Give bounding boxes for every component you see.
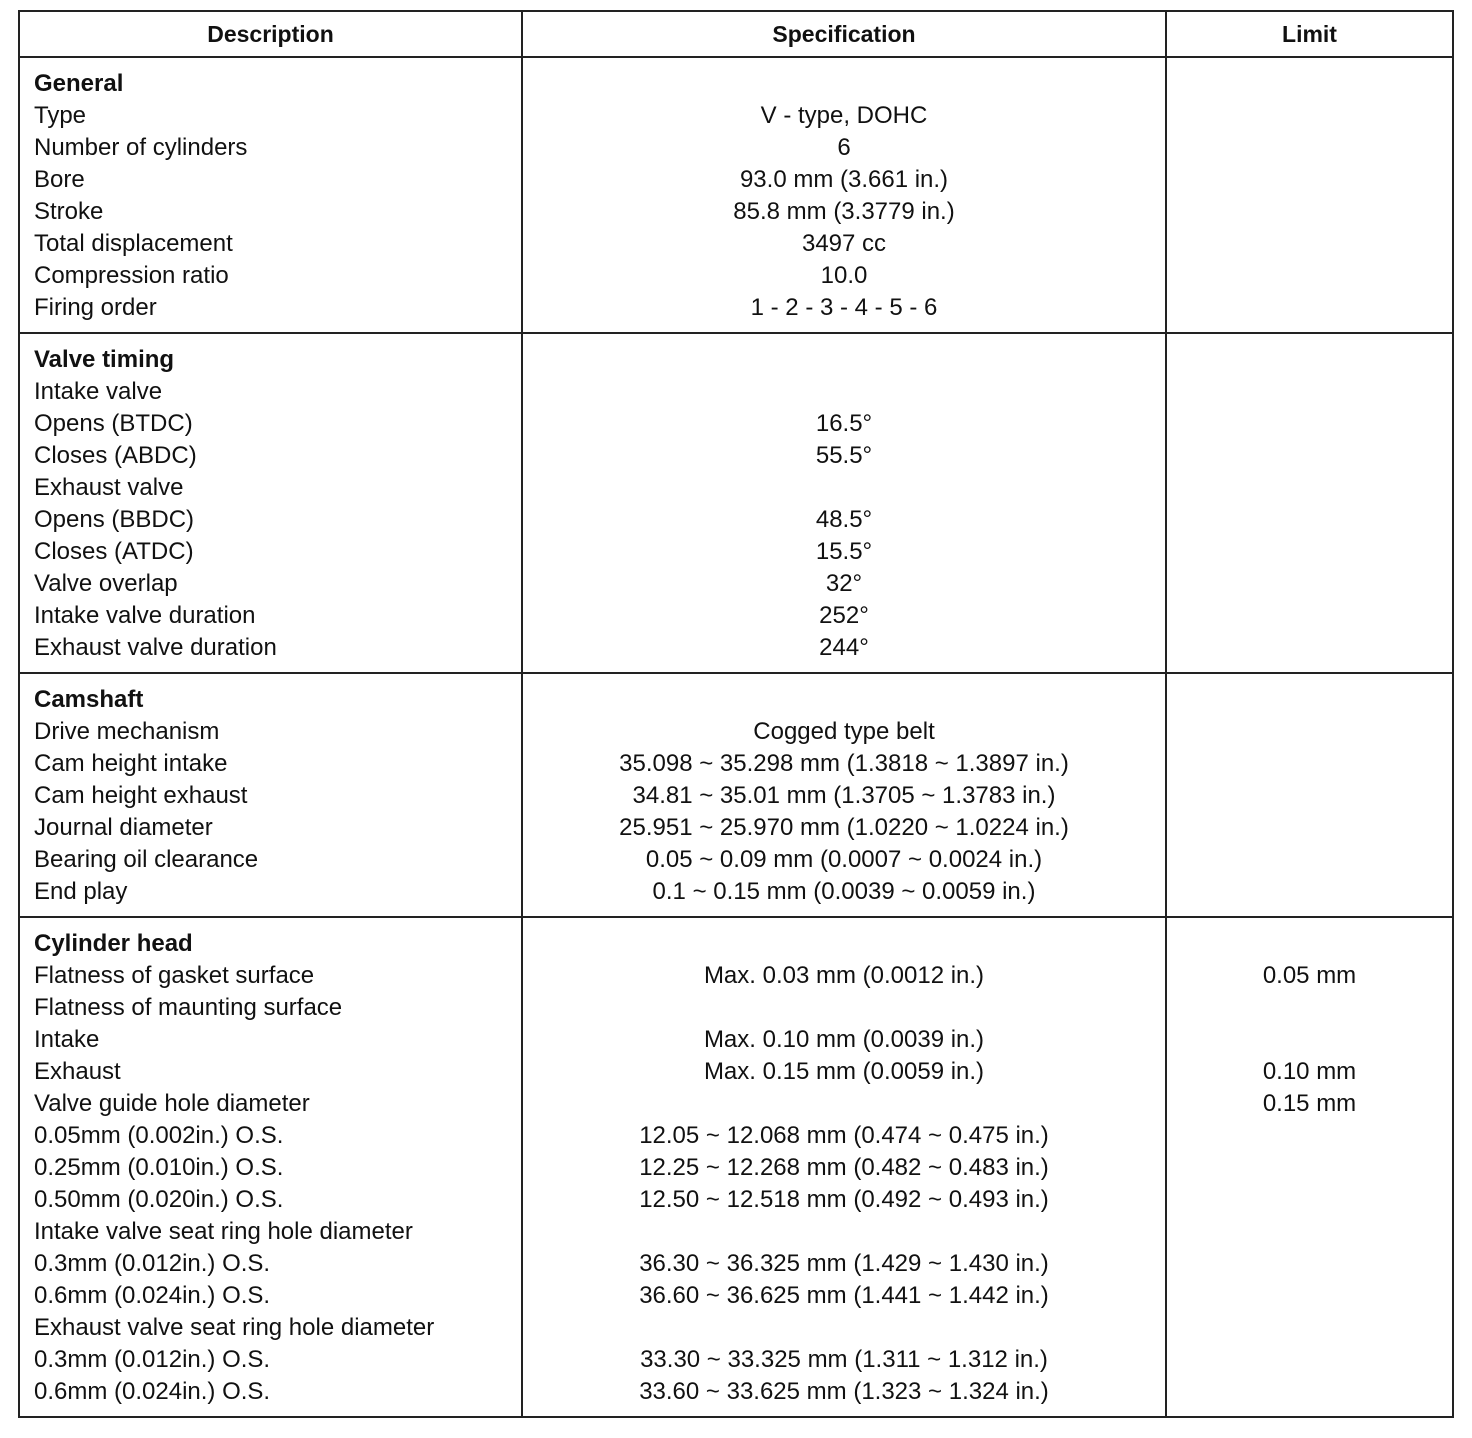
header-description: Description (19, 11, 522, 57)
spacer-line (1167, 684, 1452, 716)
row-spec: 15.5° (815, 538, 873, 565)
row-label: Bearing oil clearance (34, 846, 259, 873)
limit-cell (1166, 673, 1453, 917)
row-spec: 48.5° (815, 506, 873, 533)
row-spec: V - type, DOHC (760, 102, 928, 129)
row-label: Cam height exhaust (34, 782, 248, 809)
limit-cell (1166, 57, 1453, 333)
row-limit (1167, 992, 1452, 1024)
row-label: 0.6mm (0.024in.) O.S. (34, 1378, 271, 1405)
row-label: Opens (BBDC) (34, 506, 195, 533)
row-label: Exhaust valve seat ring hole diameter (34, 1314, 435, 1341)
row-limit (1167, 292, 1452, 324)
row-limit (1167, 132, 1452, 164)
row-spec: 55.5° (815, 442, 873, 469)
row-limit (1167, 440, 1452, 472)
row-limit: 0.10 mm (1262, 1058, 1357, 1085)
row-spec: Cogged type belt (753, 718, 935, 745)
spacer-line (523, 928, 1165, 960)
row-spec: 33.30 ~ 33.325 mm (1.311 ~ 1.312 in.) (640, 1346, 1048, 1373)
section-row (19, 673, 1453, 917)
row-label: Intake valve duration (34, 602, 256, 629)
row-spec: 93.0 mm (3.661 in.) (739, 166, 949, 193)
row-spec (523, 1312, 1165, 1344)
row-spec: 32° (825, 570, 863, 597)
row-limit (1167, 1184, 1452, 1216)
row-spec: 10.0 (820, 262, 868, 289)
row-label: Cam height intake (34, 750, 228, 777)
row-spec: Max. 0.15 mm (0.0059 in.) (703, 1058, 985, 1085)
spec-table (18, 10, 1454, 1418)
description-cell (19, 57, 522, 333)
row-label: 0.3mm (0.012in.) O.S. (34, 1346, 271, 1373)
row-limit (1167, 376, 1452, 408)
row-spec (523, 992, 1165, 1024)
row-label: Opens (BTDC) (34, 410, 193, 437)
row-spec: 12.25 ~ 12.268 mm (0.482 ~ 0.483 in.) (639, 1154, 1049, 1181)
row-label: Bore (34, 166, 85, 193)
row-spec: 0.1 ~ 0.15 mm (0.0039 ~ 0.0059 in.) (652, 878, 1036, 905)
row-limit (1167, 504, 1452, 536)
limit-cell (1166, 917, 1453, 1417)
row-spec (523, 376, 1165, 408)
row-limit (1167, 716, 1452, 748)
row-label: Drive mechanism (34, 718, 220, 745)
row-label: Intake valve (34, 378, 163, 405)
header-row (19, 11, 1453, 57)
section-title: Camshaft (34, 686, 144, 713)
row-label: 0.05mm (0.002in.) O.S. (34, 1122, 284, 1149)
row-limit (1167, 196, 1452, 228)
row-spec: 34.81 ~ 35.01 mm (1.3705 ~ 1.3783 in.) (632, 782, 1056, 809)
spacer-line (523, 684, 1165, 716)
row-limit (1167, 536, 1452, 568)
row-label: Intake valve seat ring hole diameter (34, 1218, 413, 1245)
row-limit (1167, 748, 1452, 780)
section-title: General (34, 70, 124, 97)
row-limit (1167, 1312, 1452, 1344)
row-spec: 33.60 ~ 33.625 mm (1.323 ~ 1.324 in.) (639, 1378, 1049, 1405)
row-spec (523, 472, 1165, 504)
section-title: Valve timing (34, 346, 175, 373)
row-limit (1167, 844, 1452, 876)
row-spec: 12.05 ~ 12.068 mm (0.474 ~ 0.475 in.) (639, 1122, 1049, 1149)
row-spec: 36.60 ~ 36.625 mm (1.441 ~ 1.442 in.) (639, 1282, 1049, 1309)
row-spec: Max. 0.03 mm (0.0012 in.) (703, 962, 985, 989)
row-spec: 252° (819, 602, 869, 629)
row-limit (1167, 1248, 1452, 1280)
row-label: Closes (ABDC) (34, 442, 197, 469)
row-limit (1167, 1280, 1452, 1312)
row-label: 0.6mm (0.024in.) O.S. (34, 1282, 271, 1309)
limit-cell (1166, 333, 1453, 673)
row-limit (1167, 1376, 1452, 1408)
row-spec: 25.951 ~ 25.970 mm (1.0220 ~ 1.0224 in.) (619, 814, 1069, 841)
row-spec: Max. 0.10 mm (0.0039 in.) (703, 1026, 985, 1053)
header-specification: Specification (522, 11, 1166, 57)
row-limit (1167, 408, 1452, 440)
row-limit (1167, 1216, 1452, 1248)
row-label: Closes (ATDC) (34, 538, 194, 565)
row-label: Exhaust valve duration (34, 634, 277, 661)
row-spec: 6 (837, 134, 851, 161)
row-limit (1167, 632, 1452, 664)
description-cell (19, 673, 522, 917)
section-row (19, 333, 1453, 673)
description-cell (19, 917, 522, 1417)
row-limit (1167, 1024, 1452, 1056)
row-spec: 36.30 ~ 36.325 mm (1.429 ~ 1.430 in.) (639, 1250, 1049, 1277)
row-spec: 0.05 ~ 0.09 mm (0.0007 ~ 0.0024 in.) (645, 846, 1043, 873)
row-limit (1167, 164, 1452, 196)
spacer-line (523, 344, 1165, 376)
row-label: End play (34, 878, 128, 905)
section-title: Cylinder head (34, 930, 193, 957)
row-spec: 12.50 ~ 12.518 mm (0.492 ~ 0.493 in.) (639, 1186, 1049, 1213)
row-limit (1167, 1152, 1452, 1184)
row-spec: 3497 cc (801, 230, 887, 257)
specification-cell (522, 333, 1166, 673)
spacer-line (1167, 68, 1452, 100)
spacer-line (523, 68, 1165, 100)
row-label: Exhaust valve (34, 474, 184, 501)
row-limit (1167, 100, 1452, 132)
row-label: Type (34, 102, 87, 129)
section-row (19, 917, 1453, 1417)
header-limit: Limit (1166, 11, 1453, 57)
row-label: Flatness of maunting surface (34, 994, 343, 1021)
row-limit (1167, 568, 1452, 600)
row-limit: 0.05 mm (1262, 962, 1357, 989)
row-limit (1167, 1344, 1452, 1376)
row-label: Intake (34, 1026, 100, 1053)
row-label: Stroke (34, 198, 104, 225)
spacer-line (1167, 344, 1452, 376)
row-limit (1167, 472, 1452, 504)
row-label: Total displacement (34, 230, 233, 257)
row-spec: 1 - 2 - 3 - 4 - 5 - 6 (750, 294, 938, 321)
spec-sheet (18, 10, 1452, 1418)
row-label: 0.50mm (0.020in.) O.S. (34, 1186, 284, 1213)
specification-cell (522, 57, 1166, 333)
row-spec: 244° (819, 634, 869, 661)
row-label: 0.3mm (0.012in.) O.S. (34, 1250, 271, 1277)
row-limit (1167, 780, 1452, 812)
row-label: Valve guide hole diameter (34, 1090, 310, 1117)
description-cell (19, 333, 522, 673)
row-limit: 0.15 mm (1262, 1090, 1357, 1117)
row-label: 0.25mm (0.010in.) O.S. (34, 1154, 284, 1181)
row-spec: 85.8 mm (3.3779 in.) (733, 198, 955, 225)
row-label: Compression ratio (34, 262, 229, 289)
specification-cell (522, 673, 1166, 917)
row-limit (1167, 876, 1452, 908)
row-limit (1167, 1120, 1452, 1152)
row-label: Valve overlap (34, 570, 178, 597)
row-limit (1167, 812, 1452, 844)
row-label: Journal diameter (34, 814, 213, 841)
row-limit (1167, 228, 1452, 260)
row-spec (523, 1216, 1165, 1248)
row-spec: 16.5° (815, 410, 873, 437)
row-label: Flatness of gasket surface (34, 962, 315, 989)
row-label: Number of cylinders (34, 134, 248, 161)
section-row (19, 57, 1453, 333)
row-spec: 35.098 ~ 35.298 mm (1.3818 ~ 1.3897 in.) (619, 750, 1069, 777)
spacer-line (1167, 928, 1452, 960)
row-label: Firing order (34, 294, 157, 321)
row-spec (523, 1088, 1165, 1120)
specification-cell (522, 917, 1166, 1417)
row-label: Exhaust (34, 1058, 121, 1085)
row-limit (1167, 600, 1452, 632)
row-limit (1167, 260, 1452, 292)
spec-sections (19, 57, 1453, 1417)
